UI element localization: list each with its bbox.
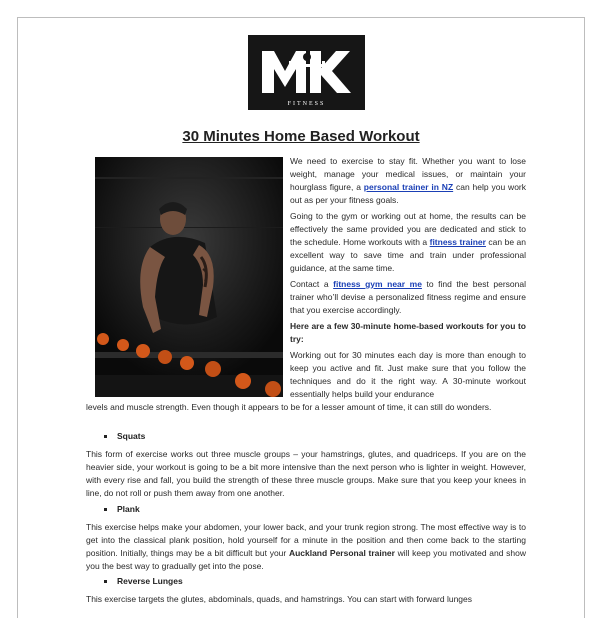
workout-duration-continued: levels and muscle strength. Even though it appears to be for a lesser amount of time, it can still do wonders.	[86, 402, 492, 412]
reverse-lunges-heading	[104, 576, 183, 586]
squats-label: Squats	[117, 431, 146, 441]
document-page	[17, 17, 585, 618]
gym-vs-home-paragraph	[290, 210, 526, 275]
contact-text-1: Contact a	[290, 279, 334, 289]
intro-text-1: We need to exercise to stay fit. Whether you want to lose weight, manage your medical issues, or maintain your hourglass figure, a	[290, 156, 526, 192]
trainer-photo	[95, 157, 283, 397]
plank-text-1: This exercise helps make your abdomen, your lower back, and your trunk region strong. The most effective way is to get into the classical plank position, hold yourself for a minute in the position and then come back to the starting position. Initially, things may be a bit difficult but your	[86, 522, 526, 558]
squats-paragraph: This form of exercise works out three muscle groups – your hamstrings, glutes, and quadriceps. If you are on the heavier side, your workout is going to be a bit more intensive than the next person who is lighter in weight. However, with every rise and fall, you build the strength of these three muscle groups. Make sure that you keep your knees in line, do not roll or push them away from one another.	[86, 449, 526, 498]
fitness-trainer-link[interactable]: fitness trainer	[429, 237, 486, 247]
logo-subtitle: FITNESS	[287, 101, 326, 107]
workout-duration-paragraph: Working out for 30 minutes each day is more than enough to keep you active and fit. Just make sure that you follow the techniques and do it the right way. A 30-minute workout essentially helps build your endurance	[290, 350, 526, 399]
plank-text-2: will keep you motivated and show you the best way to gradually get into the pose.	[86, 548, 526, 571]
reverse-lunges-label: Reverse Lunges	[117, 576, 183, 586]
mk-logo-icon	[248, 35, 365, 110]
contact-text-2: to find the best personal trainer who’ll devise a personalized fitness regime and ensure that you exercise accordingly.	[290, 279, 527, 315]
gym-text-1: Going to the gym or working out at home, the results can be effectively the same provided you are dedicated and stick to the schedule. Home workouts with a	[290, 211, 526, 247]
plank-paragraph	[86, 521, 526, 573]
bullet-icon	[104, 580, 107, 583]
squats-heading	[104, 431, 145, 441]
man-lifting-dumbbells-image	[95, 157, 283, 397]
reverse-lunges-paragraph: This exercise targets the glutes, abdominals, quads, and hamstrings. You can start with forward lunges	[86, 594, 473, 604]
auckland-personal-trainer-text: Auckland Personal trainer	[288, 548, 395, 558]
contact-paragraph	[290, 278, 526, 317]
workouts-intro-heading: Here are a few 30-minute home-based workouts for you to try:	[290, 321, 526, 344]
bullet-icon	[104, 508, 107, 511]
plank-label: Plank	[117, 504, 140, 514]
plank-heading	[104, 504, 140, 514]
intro-paragraph	[290, 155, 526, 207]
brand-logo	[248, 35, 365, 110]
intro-text-2: can help you work out as per your fitness goals.	[290, 182, 527, 205]
gym-text-2: can be an excellent way to save time and train under professional guidance, at the same time.	[290, 237, 527, 273]
bullet-icon	[104, 435, 107, 438]
page-title: 30 Minutes Home Based Workout	[182, 128, 420, 145]
fitness-gym-near-me-link[interactable]: fitness gym near me	[333, 279, 422, 289]
personal-trainer-link[interactable]: personal trainer in NZ	[363, 182, 454, 192]
